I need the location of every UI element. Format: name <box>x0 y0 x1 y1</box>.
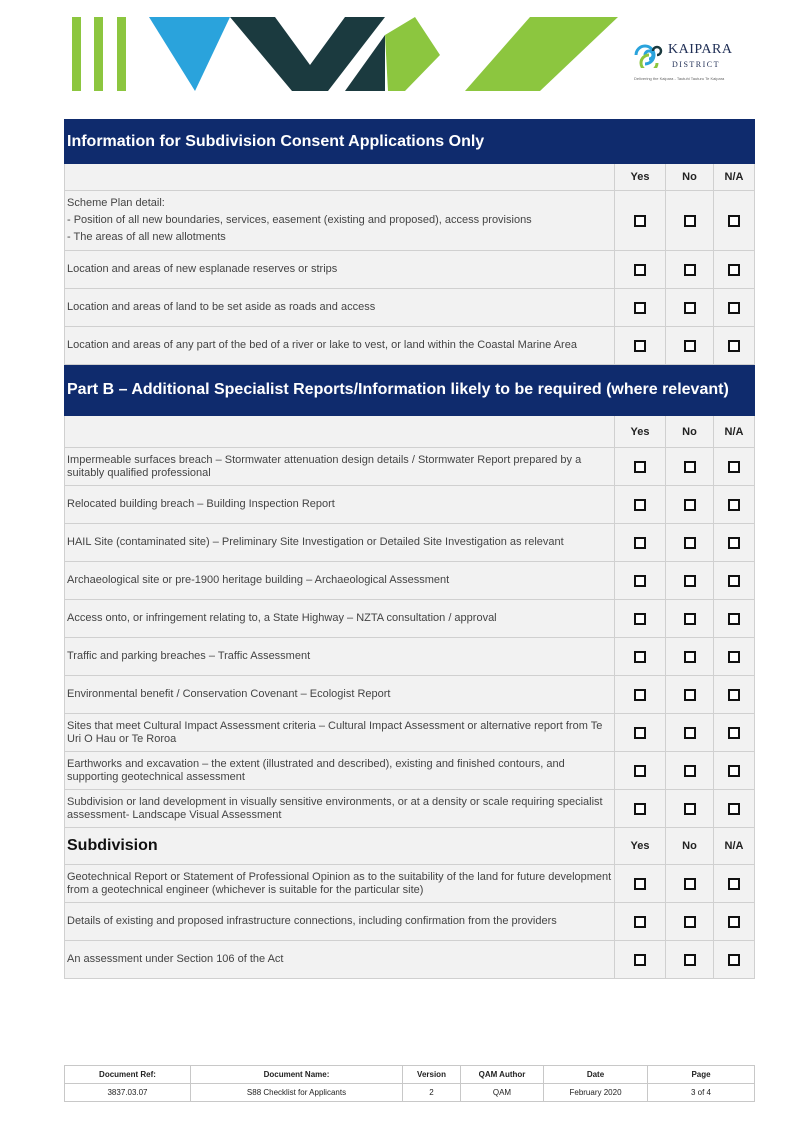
checkbox-na[interactable] <box>728 765 740 777</box>
checkbox-cell-na <box>714 562 755 600</box>
checkbox-na[interactable] <box>728 803 740 815</box>
logo-subtitle: DISTRICT <box>672 60 720 69</box>
checkbox-cell-yes <box>615 600 666 638</box>
checkbox-yes[interactable] <box>634 954 646 966</box>
checkbox-no[interactable] <box>684 461 696 473</box>
document-info-header-row <box>65 1066 755 1084</box>
checkbox-na[interactable] <box>728 878 740 890</box>
checkbox-cell-yes <box>615 941 666 979</box>
checkbox-cell-yes <box>615 524 666 562</box>
column-header-na: N/A <box>714 164 755 191</box>
checkbox-cell-no <box>666 448 714 486</box>
checkbox-cell-yes <box>615 903 666 941</box>
document-info-value-row <box>65 1084 755 1102</box>
checkbox-cell-no <box>666 327 714 365</box>
column-header-no: No <box>666 828 714 865</box>
checkbox-yes[interactable] <box>634 613 646 625</box>
doc-ref-value: 3837.03.07 <box>65 1084 191 1102</box>
checkbox-yes[interactable] <box>634 765 646 777</box>
logo-tagline: Delivering the Kaipara - Tautuhi Tauturu Te Kaipara <box>634 76 725 81</box>
checkbox-cell-na <box>714 448 755 486</box>
checkbox-yes[interactable] <box>634 575 646 587</box>
checklist-row <box>65 865 755 903</box>
checkbox-na[interactable] <box>728 954 740 966</box>
section-title-part-b-row <box>65 365 755 416</box>
checkbox-cell-yes <box>615 448 666 486</box>
checklist-item-line: - Position of all new boundaries, services, easement (existing and proposed), access provisions <box>67 214 532 226</box>
koru-logo-icon <box>632 42 666 68</box>
qam-author-value: QAM <box>461 1084 544 1102</box>
checkbox-yes[interactable] <box>634 689 646 701</box>
kaipara-logo <box>632 38 757 84</box>
checkbox-cell-na <box>714 191 755 251</box>
checklist-item-line: Traffic and parking breaches – Traffic Assessment <box>67 650 311 662</box>
checkbox-cell-no <box>666 289 714 327</box>
checklist-row <box>65 790 755 828</box>
column-header-yes: Yes <box>615 164 666 191</box>
checkbox-cell-na <box>714 289 755 327</box>
checklist-item-text <box>65 752 615 790</box>
checkbox-cell-yes <box>615 676 666 714</box>
date-value: February 2020 <box>544 1084 648 1102</box>
checklist-row <box>65 524 755 562</box>
doc-ref-header: Document Ref: <box>65 1066 191 1084</box>
checkbox-na[interactable] <box>728 537 740 549</box>
checklist-row <box>65 752 755 790</box>
checklist-row <box>65 251 755 289</box>
checklist-item-line: Environmental benefit / Conservation Covenant – Ecologist Report <box>67 688 391 700</box>
checkbox-no[interactable] <box>684 537 696 549</box>
checklist-row <box>65 676 755 714</box>
checkbox-no[interactable] <box>684 302 696 314</box>
checkbox-yes[interactable] <box>634 651 646 663</box>
checklist-row <box>65 289 755 327</box>
checklist-item-text <box>65 600 615 638</box>
banner-blue-triangle <box>149 17 230 91</box>
checkbox-cell-no <box>666 251 714 289</box>
checkbox-cell-yes <box>615 191 666 251</box>
checkbox-no[interactable] <box>684 215 696 227</box>
checklist-row <box>65 903 755 941</box>
checklist-item-text <box>65 865 615 903</box>
checklist-item-line: Geotechnical Report or Statement of Professional Opinion as to the suitability of the land for future development from a geotechnical engineer (whichever is suitable for the particular site) <box>67 870 612 896</box>
checkbox-na[interactable] <box>728 916 740 928</box>
checkbox-yes[interactable] <box>634 727 646 739</box>
checkbox-cell-na <box>714 714 755 752</box>
checklist-item-line: An assessment under Section 106 of the Act <box>67 953 284 965</box>
checkbox-cell-yes <box>615 327 666 365</box>
checkbox-cell-yes <box>615 790 666 828</box>
checkbox-no[interactable] <box>684 264 696 276</box>
checklist-item-line: Location and areas of any part of the bed of a river or lake to vest, or land within the Coastal Marine Area <box>67 339 577 351</box>
column-header-blank <box>65 416 615 448</box>
checkbox-cell-na <box>714 903 755 941</box>
checklist-item-line: Location and areas of new esplanade reserves or strips <box>67 263 338 275</box>
checklist-item-text <box>65 486 615 524</box>
checkbox-na[interactable] <box>728 302 740 314</box>
checkbox-cell-no <box>666 941 714 979</box>
checkbox-yes[interactable] <box>634 302 646 314</box>
checkbox-na[interactable] <box>728 264 740 276</box>
checkbox-cell-yes <box>615 251 666 289</box>
checkbox-cell-yes <box>615 865 666 903</box>
checkbox-cell-na <box>714 941 755 979</box>
checklist-item-text <box>65 562 615 600</box>
checkbox-no[interactable] <box>684 765 696 777</box>
checkbox-no[interactable] <box>684 651 696 663</box>
header-banner-graphic <box>70 15 620 93</box>
page-value: 3 of 4 <box>648 1084 755 1102</box>
checkbox-na[interactable] <box>728 689 740 701</box>
checkbox-cell-no <box>666 865 714 903</box>
logo-name: KAIPARA <box>668 42 733 57</box>
checkbox-yes[interactable] <box>634 461 646 473</box>
page-header: Page <box>648 1066 755 1084</box>
banner-green-bar <box>117 17 126 91</box>
checklist-item-text <box>65 289 615 327</box>
checkbox-cell-na <box>714 752 755 790</box>
qam-author-header: QAM Author <box>461 1066 544 1084</box>
column-header-no: No <box>666 416 714 448</box>
checkbox-na[interactable] <box>728 215 740 227</box>
checklist-item-text <box>65 251 615 289</box>
checklist-item-text <box>65 524 615 562</box>
checkbox-cell-na <box>714 251 755 289</box>
checklist-row <box>65 562 755 600</box>
checkbox-yes[interactable] <box>634 215 646 227</box>
checkbox-no[interactable] <box>684 803 696 815</box>
checklist-row <box>65 448 755 486</box>
checkbox-cell-yes <box>615 486 666 524</box>
checklist-row <box>65 327 755 365</box>
checkbox-no[interactable] <box>684 613 696 625</box>
column-header-na: N/A <box>714 416 755 448</box>
checkbox-cell-yes <box>615 638 666 676</box>
checkbox-cell-yes <box>615 752 666 790</box>
column-header-na: N/A <box>714 828 755 865</box>
section-title-part-b: Part B – Additional Specialist Reports/Information likely to be required (where relevant) <box>65 365 755 416</box>
banner-green-triangle <box>465 17 618 91</box>
checkbox-cell-no <box>666 486 714 524</box>
checkbox-cell-na <box>714 865 755 903</box>
checkbox-no[interactable] <box>684 689 696 701</box>
checklist-item-line: Impermeable surfaces breach – Stormwater attenuation design details / Stormwater Report prepared by a suitably qualified professional <box>67 453 582 479</box>
checklist-item-text <box>65 903 615 941</box>
checkbox-cell-yes <box>615 562 666 600</box>
column-header-yes: Yes <box>615 828 666 865</box>
checklist-row <box>65 941 755 979</box>
checkbox-na[interactable] <box>728 340 740 352</box>
checkbox-cell-no <box>666 676 714 714</box>
checkbox-cell-no <box>666 562 714 600</box>
checkbox-cell-na <box>714 790 755 828</box>
checklist-row <box>65 486 755 524</box>
checklist-row <box>65 600 755 638</box>
checkbox-cell-na <box>714 486 755 524</box>
checkbox-cell-no <box>666 752 714 790</box>
checklist-item-line: Access onto, or infringement relating to, a State Highway – NZTA consultation / approval <box>67 612 497 624</box>
column-header-row <box>65 164 755 191</box>
checkbox-cell-no <box>666 524 714 562</box>
checkbox-cell-no <box>666 600 714 638</box>
checkbox-cell-no <box>666 790 714 828</box>
date-header: Date <box>544 1066 648 1084</box>
checkbox-yes[interactable] <box>634 499 646 511</box>
checklist-item-text <box>65 191 615 251</box>
checklist-item-text <box>65 790 615 828</box>
checklist-table <box>64 119 755 979</box>
checkbox-no[interactable] <box>684 727 696 739</box>
section-title-subdivision-consent-row <box>65 120 755 164</box>
checklist-item-line: Earthworks and excavation – the extent (illustrated and described), existing and finished contours, and supporting geotechnical assessment <box>67 757 565 783</box>
checkbox-cell-na <box>714 327 755 365</box>
checklist-row <box>65 638 755 676</box>
checklist-item-line: Scheme Plan detail: <box>67 197 165 209</box>
checkbox-no[interactable] <box>684 878 696 890</box>
checkbox-na[interactable] <box>728 727 740 739</box>
section-title-subdivision-consent: Information for Subdivision Consent Applications Only <box>65 120 755 164</box>
checklist-item-text <box>65 638 615 676</box>
checklist-item-line: Sites that meet Cultural Impact Assessment criteria – Cultural Impact Assessment or alternative report from Te Uri O Hau or Te Roroa <box>67 719 603 745</box>
checkbox-cell-na <box>714 676 755 714</box>
checkbox-na[interactable] <box>728 461 740 473</box>
checkbox-no[interactable] <box>684 916 696 928</box>
column-header-no: No <box>666 164 714 191</box>
doc-name-value: S88 Checklist for Applicants <box>191 1084 403 1102</box>
column-header-yes: Yes <box>615 416 666 448</box>
checklist-item-line: Location and areas of land to be set aside as roads and access <box>67 301 376 313</box>
checkbox-na[interactable] <box>728 499 740 511</box>
doc-name-header: Document Name: <box>191 1066 403 1084</box>
banner-green-bar <box>94 17 103 91</box>
checkbox-cell-na <box>714 524 755 562</box>
checkbox-cell-yes <box>615 714 666 752</box>
checkbox-yes[interactable] <box>634 803 646 815</box>
checkbox-na[interactable] <box>728 575 740 587</box>
checkbox-yes[interactable] <box>634 340 646 352</box>
banner-green-shape <box>385 17 440 91</box>
checkbox-no[interactable] <box>684 575 696 587</box>
checklist-item-line: HAIL Site (contaminated site) – Preliminary Site Investigation or Detailed Site Investigation as relevant <box>67 536 564 548</box>
checkbox-yes[interactable] <box>634 537 646 549</box>
document-info-table <box>64 1065 755 1102</box>
checklist-item-text <box>65 327 615 365</box>
checklist-item-text <box>65 714 615 752</box>
checkbox-na[interactable] <box>728 613 740 625</box>
checklist-item-text <box>65 676 615 714</box>
column-header-row <box>65 416 755 448</box>
section-title: Subdivision <box>65 828 615 865</box>
checkbox-cell-yes <box>615 289 666 327</box>
checkbox-no[interactable] <box>684 499 696 511</box>
checklist-item-line: Subdivision or land development in visually sensitive environments, or at a density or scale requiring specialist assessment- Landscape Visual Assessment <box>67 795 603 821</box>
checklist-item-line: Details of existing and proposed infrastructure connections, including confirmation from the providers <box>67 915 557 927</box>
checkbox-cell-no <box>666 638 714 676</box>
checkbox-no[interactable] <box>684 340 696 352</box>
checkbox-cell-no <box>666 714 714 752</box>
checkbox-yes[interactable] <box>634 916 646 928</box>
checklist-item-line: Relocated building breach – Building Inspection Report <box>67 498 335 510</box>
version-value: 2 <box>403 1084 461 1102</box>
checkbox-cell-na <box>714 638 755 676</box>
checkbox-na[interactable] <box>728 651 740 663</box>
checklist-item-text <box>65 941 615 979</box>
checklist-item-line: Archaeological site or pre-1900 heritage building – Archaeological Assessment <box>67 574 450 586</box>
column-header-row <box>65 828 755 865</box>
checklist-row <box>65 191 755 251</box>
checkbox-cell-no <box>666 191 714 251</box>
checkbox-yes[interactable] <box>634 264 646 276</box>
banner-green-bar <box>72 17 81 91</box>
checkbox-cell-no <box>666 903 714 941</box>
checklist-item-text <box>65 448 615 486</box>
checklist-item-line: - The areas of all new allotments <box>67 231 226 243</box>
checklist-row <box>65 714 755 752</box>
checkbox-cell-na <box>714 600 755 638</box>
checkbox-no[interactable] <box>684 954 696 966</box>
version-header: Version <box>403 1066 461 1084</box>
checkbox-yes[interactable] <box>634 878 646 890</box>
column-header-blank <box>65 164 615 191</box>
